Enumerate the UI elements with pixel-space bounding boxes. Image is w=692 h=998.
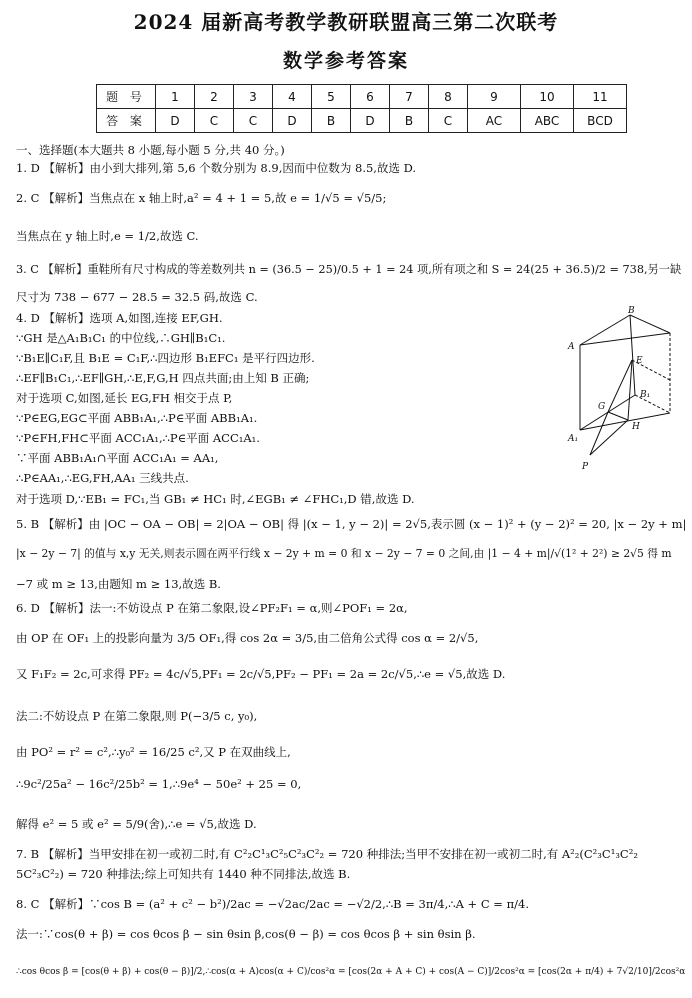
table-cell: C	[429, 109, 468, 133]
solution-line: ∴9c²/25a² − 16c²/25b² = 1,∴9e⁴ − 50e² + 25 = 0,	[16, 777, 302, 791]
solution-line: −7 或 m ≥ 13,由题知 m ≥ 13,故选 B.	[16, 577, 221, 591]
table-cell: 8	[429, 85, 468, 109]
solution-line: 当焦点在 y 轴上时,e = 1/2,故选 C.	[16, 229, 199, 243]
table-cell: BCD	[574, 109, 627, 133]
solution-line: ∴cos θcos β = [cos(θ + β) + cos(θ − β)]/2,∴cos(α + A)cos(α + C)/cos²α = [cos(2α + A + C) + cos(A − C)]/2cos²α = [cos(2α + π/4) + 7√2/10]/2cos²α	[16, 967, 686, 977]
table-header-answer: 答 案	[97, 109, 156, 133]
solution-line: 由 PO² = r² = c²,∴y₀² = 16/25 c²,又 P 在双曲线上,	[16, 745, 291, 759]
solution-line: 4. D 【解析】选项 A,如图,连接 EF,GH.	[16, 311, 223, 325]
table-cell: 5	[312, 85, 351, 109]
table-cell: 9	[468, 85, 521, 109]
table-cell: AC	[468, 109, 521, 133]
figure-label: G	[598, 402, 606, 412]
document-title: 2024 届新高考教学教研联盟高三第二次联考	[133, 10, 559, 34]
answer-table-answer-row	[97, 109, 627, 133]
table-cell: 4	[273, 85, 312, 109]
figure-label: A₁	[568, 434, 579, 444]
solution-line: ∵P∈FH,FH⊂平面 ACC₁A₁,∴P∈平面 ACC₁A₁.	[16, 431, 260, 445]
section-heading: 一、选择题(本大题共 8 小题,每小题 5 分,共 40 分。)	[16, 143, 285, 157]
solution-line: |x − 2y − 7| 的值与 x,y 无关,则表示圆在两平行线 x − 2y + m = 0 和 x − 2y − 7 = 0 之间,由 |1 − 4 + m|/√(1² + 2²) ≥ 2√5 得 m	[16, 547, 672, 560]
figure-label: E	[636, 356, 643, 366]
solution-line: ∵B₁E∥C₁F,且 B₁E = C₁F,∴四边形 B₁EFC₁ 是平行四边形.	[16, 351, 315, 365]
figure-label: H	[632, 422, 640, 432]
solution-line: ∵GH 是△A₁B₁C₁ 的中位线,∴GH∥B₁C₁.	[16, 331, 226, 345]
solution-line: 解得 e² = 5 或 e² = 5/9(舍),∴e = √5,故选 D.	[16, 817, 257, 831]
solution-line: 又 F₁F₂ = 2c,可求得 PF₂ = 4c/√5,PF₁ = 2c/√5,PF₂ − PF₁ = 2a = 2c/√5,∴e = √5,故选 D.	[16, 667, 506, 681]
solution-line: ∵P∈EG,EG⊂平面 ABB₁A₁,∴P∈平面 ABB₁A₁.	[16, 411, 258, 425]
table-header-number: 题 号	[97, 85, 156, 109]
answer-table-number-row	[97, 85, 627, 109]
table-cell: B	[312, 109, 351, 133]
table-cell: 1	[156, 85, 195, 109]
solution-line: 对于选项 D,∵EB₁ = FC₁,当 GB₁ ≠ HC₁ 时,∠EGB₁ ≠ ∠FHC₁,D 错,故选 D.	[16, 492, 415, 506]
figure-label: B	[628, 306, 635, 316]
table-cell: 7	[390, 85, 429, 109]
table-cell: 10	[521, 85, 574, 109]
solution-line: 7. B 【解析】当甲安排在初一或初二时,有 C²₂C¹₃C²₅C²₃C²₂ = 720 种排法;当甲不安排在初一或初二时,有 A²₂(C²₃C¹₃C²₂	[16, 847, 638, 861]
table-cell: D	[273, 109, 312, 133]
table-cell: D	[156, 109, 195, 133]
solution-line: 2. C 【解析】当焦点在 x 轴上时,a² = 4 + 1 = 5,故 e = 1/√5 = √5/5;	[16, 191, 387, 205]
table-cell: B	[390, 109, 429, 133]
table-cell: C	[234, 109, 273, 133]
solution-line: ∴EF∥B₁C₁,∴EF∥GH,∴E,F,G,H 四点共面;由上知 B 正确;	[16, 371, 310, 385]
answer-table	[96, 84, 627, 133]
figure-label: A	[568, 342, 575, 352]
solution-line: ∵平面 ABB₁A₁∩平面 ACC₁A₁ = AA₁,	[16, 451, 219, 465]
figure-label: P	[582, 462, 589, 472]
solution-line: 由 OP 在 OF₁ 上的投影向量为 3/5 OF₁,得 cos 2α = 3/5,由二倍角公式得 cos α = 2/√5,	[16, 631, 479, 645]
solution-line: 5C²₃C²₂) = 720 种排法;综上可知共有 1440 种不同排法,故选 B.	[16, 867, 351, 881]
table-cell: 6	[351, 85, 390, 109]
table-cell: 3	[234, 85, 273, 109]
solution-line: 法二:不妨设点 P 在第二象限,则 P(−3/5 c, y₀),	[16, 709, 258, 723]
table-cell: 2	[195, 85, 234, 109]
solution-line: 对于选项 C,如图,延长 EG,FH 相交于点 P,	[16, 391, 233, 405]
solution-line: 尺寸为 738 − 677 − 28.5 = 32.5 码,故选 C.	[16, 290, 258, 304]
solution-line: 6. D 【解析】法一:不妨设点 P 在第二象限,设∠PF₂F₁ = α,则∠POF₁ = 2α,	[16, 601, 408, 615]
figure-label: B₁	[640, 390, 651, 400]
table-cell: D	[351, 109, 390, 133]
document-subtitle: 数学参考答案	[282, 50, 409, 72]
table-cell: 11	[574, 85, 627, 109]
solution-line: 8. C 【解析】∵cos B = (a² + c² − b²)/2ac = −√2ac/2ac = −√2/2,∴B = 3π/4,∴A + C = π/4.	[16, 897, 529, 911]
solution-line: 法一:∵cos(θ + β) = cos θcos β − sin θsin β,cos(θ − β) = cos θcos β + sin θsin β.	[16, 927, 476, 941]
prism-figure	[560, 305, 680, 475]
solution-line: 3. C 【解析】重鞋所有尺寸构成的等差数列共 n = (36.5 − 25)/0.5 + 1 = 24 项,所有项之和 S = 24(25 + 36.5)/2 = 738,另一缺	[16, 263, 682, 276]
table-cell: C	[195, 109, 234, 133]
solution-line: 1. D 【解析】由小到大排列,第 5,6 个数分别为 8.9,因而中位数为 8.5,故选 D.	[16, 161, 417, 175]
table-cell: ABC	[521, 109, 574, 133]
solution-line: 5. B 【解析】由 |OC − OA − OB| = 2|OA − OB| 得 |(x − 1, y − 2)| = 2√5,表示圆 (x − 1)² + (y − 2)² = 20, |x − 2y + m|	[16, 517, 687, 531]
solution-line: ∴P∈AA₁,∴EG,FH,AA₁ 三线共点.	[16, 471, 189, 485]
